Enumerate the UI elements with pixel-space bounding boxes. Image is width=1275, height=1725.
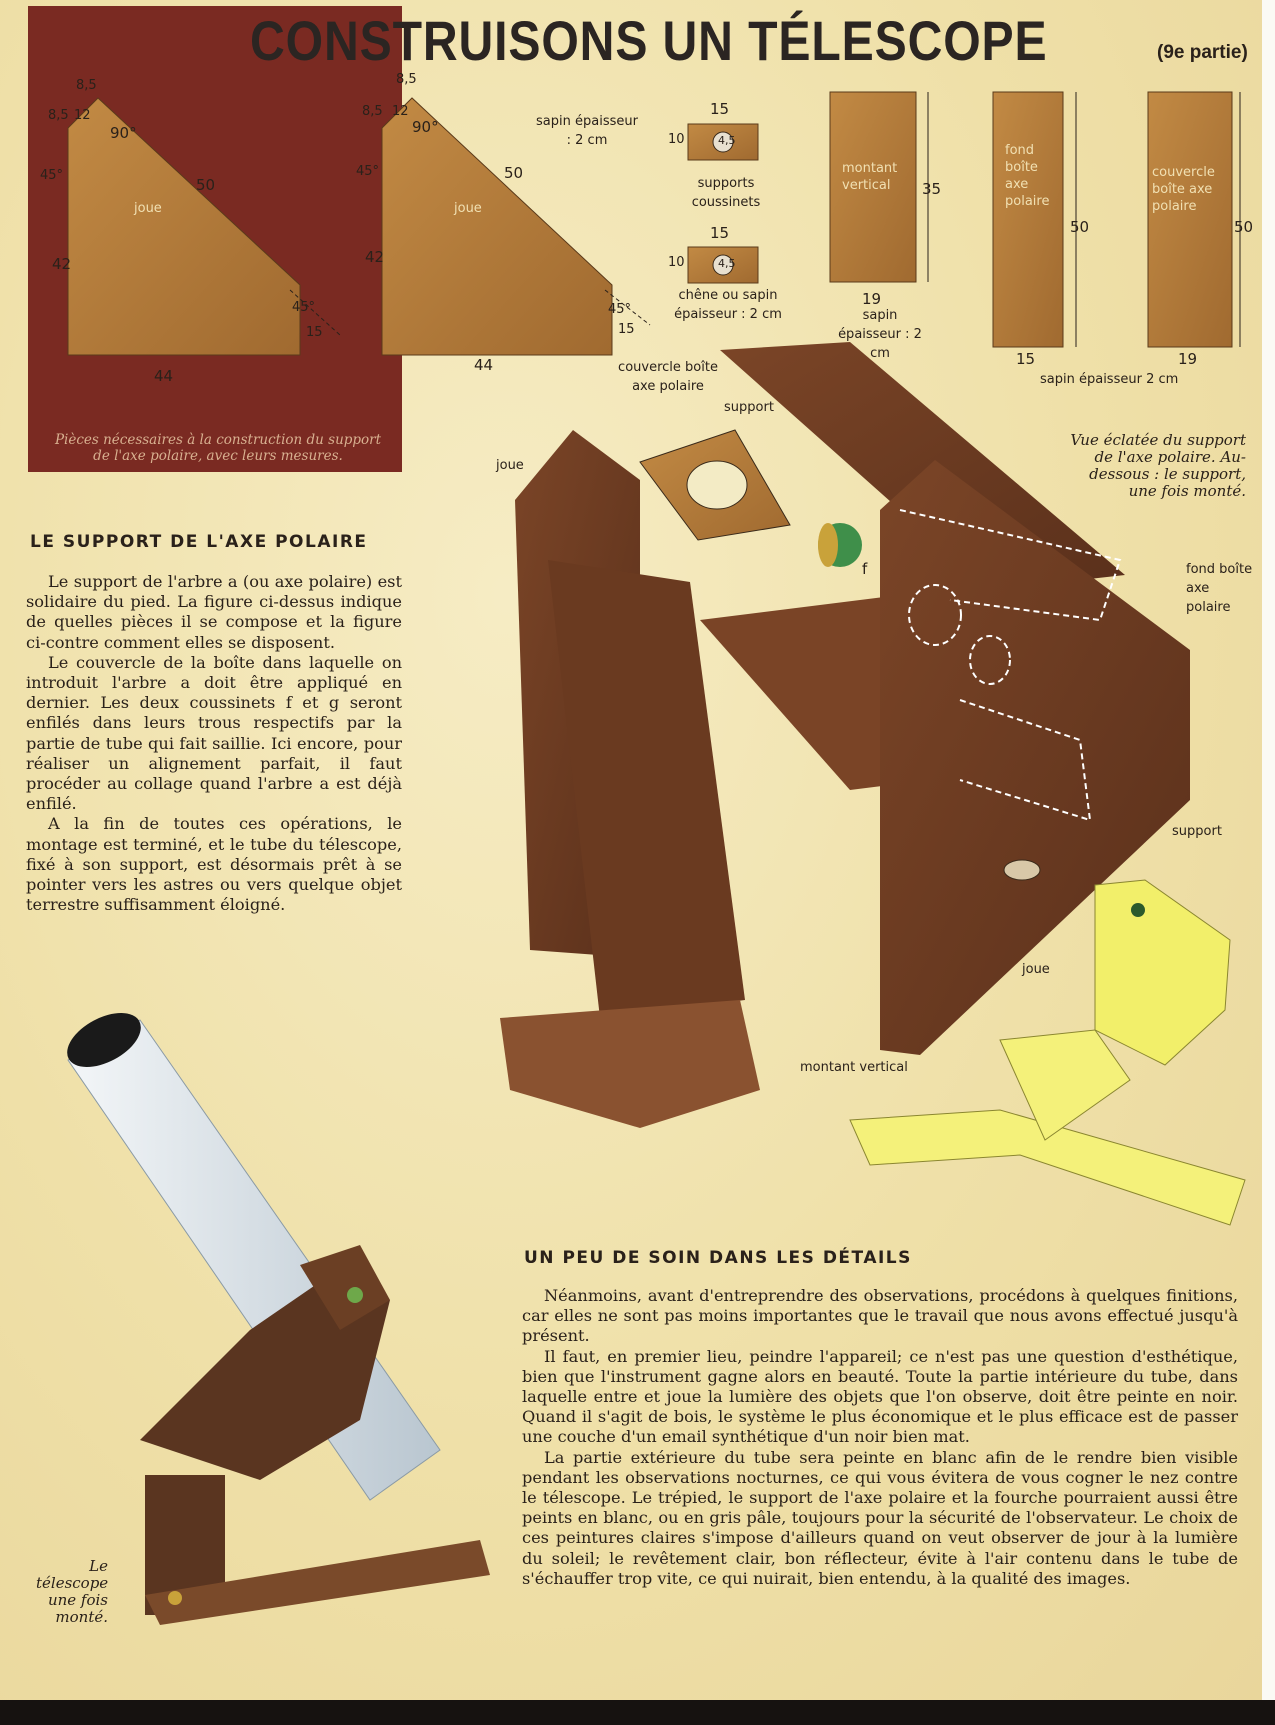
cheek1-label: joue xyxy=(134,201,162,216)
cheek1-bottom: 44 xyxy=(154,367,174,385)
exploded-lid-label: couvercle boîte axe polaire xyxy=(618,360,718,394)
plan-caption: Pièces nécessaires à la construction du support de l'axe polaire, avec leurs mesures. xyxy=(54,432,382,464)
exploded-bearing-label: f xyxy=(862,560,868,578)
cheek1-left-dim: 8,5 xyxy=(48,108,69,123)
box-bottom-width: 15 xyxy=(1016,350,1036,368)
cheek2-angle-top: 90° xyxy=(412,118,439,136)
cheek2-diagonal: 50 xyxy=(504,164,524,182)
pads-material: chêne ou sapin épaisseur : 2 cm xyxy=(674,288,782,322)
section1-paragraph: A la fin de toutes ces opérations, le montage est terminé, et le tube du télescope, fixé à son support, est désormais prêt à se pointer vers les astres ou vers quelque objet terrestre suffisamment éloigné. xyxy=(26,814,402,915)
section1-heading: LE SUPPORT DE L'AXE POLAIRE xyxy=(30,532,368,552)
thickness-note: sapin épaisseur : 2 cm xyxy=(536,114,638,148)
pad1-width: 15 xyxy=(710,100,730,118)
box-lid-width: 19 xyxy=(1178,350,1198,368)
exploded-upright-label: montant vertical xyxy=(800,1060,908,1075)
section1-body xyxy=(26,572,402,915)
cheek2-angle-right: 45° xyxy=(608,302,632,317)
assembled-support-yellow xyxy=(1095,880,1230,1065)
section2-body xyxy=(522,1286,1238,1589)
cheek1-d12: 12 xyxy=(74,108,91,123)
pad2-hole: 4,5 xyxy=(718,257,736,270)
exploded-caption: Vue éclatée du support de l'axe polaire. Au-dessous : le support, une fois monté. xyxy=(1070,431,1246,500)
upright-label: montant vertical xyxy=(842,161,898,193)
cheek-piece-1 xyxy=(68,98,300,355)
box-lid-height: 50 xyxy=(1234,218,1254,236)
telescope-caption: Le télescope une fois monté. xyxy=(36,1557,109,1626)
section2-paragraph: Il faut, en premier lieu, peindre l'appareil; ce n'est pas une question d'esthétique, bien que l'instrument gagne alors en beauté. Toute la partie intérieure du tube, dans laquelle entre et joue la lumière des objets que l'on observe, doit être peinte en noir. Quand il s'agit de bois, le système le plus économique et le plus efficace est de passer une couche d'un email synthétique d'un noir bien mat. xyxy=(522,1346,1238,1447)
section2-heading: UN PEU DE SOIN DANS LES DÉTAILS xyxy=(524,1248,912,1268)
upright-width: 19 xyxy=(862,290,882,308)
board-material: sapin épaisseur 2 cm xyxy=(1040,372,1179,387)
upright-height: 35 xyxy=(922,180,942,198)
exploded-support-right-label: support xyxy=(1172,824,1222,839)
pad2-width: 15 xyxy=(710,224,730,242)
cheek2-left-dim: 8,5 xyxy=(362,104,383,119)
page-title: CONSTRUISONS UN TÉLESCOPE xyxy=(250,9,1048,72)
exploded-bottom-label: fond boîte axe polaire xyxy=(1186,562,1253,615)
box-lid-board xyxy=(1148,92,1232,347)
box-bottom-height: 50 xyxy=(1070,218,1090,236)
part-number: (9e partie) xyxy=(1157,42,1248,63)
pad1-hole: 4,5 xyxy=(718,134,736,147)
cheek2-d12: 12 xyxy=(392,104,409,119)
pad2-height: 10 xyxy=(668,255,685,270)
section1-paragraph: Le support de l'arbre a (ou axe polaire) est solidaire du pied. La figure ci-dessus indique de quelles pièces il se compose et la figure ci-contre comment elles se disposent. xyxy=(26,572,402,652)
cheek2-label: joue xyxy=(454,201,482,216)
cheek1-angle-top: 90° xyxy=(110,124,137,142)
exploded-support-top-label: support xyxy=(724,400,774,415)
section2-paragraph: La partie extérieure du tube sera peinte en blanc afin de le rendre bien visible pendant les observations nocturnes, ce qui vous évitera de vous cogner le nez contre le télescope. Le trépied, le support de l'axe polaire et la fourche pourraient aussi être peints en blanc, ou en gris pâle, toujours pour la sécurité de l'observateur. Le choix de ces peintures claires s'impose d'ailleurs quand on veut observer de jour à la lumière du soleil; le revêtement clair, bon réflecteur, évite à l'air contenu dans le tube de s'échauffer trop vite, ce qui nuirait, bien entendu, à la qualité des images. xyxy=(522,1447,1238,1588)
box-lid-label: couvercle boîte axe polaire xyxy=(1152,165,1215,214)
cheek2-top-dim: 8,5 xyxy=(396,72,417,87)
cheek1-angle-right: 45° xyxy=(292,300,316,315)
cheek2-angle-left: 45° xyxy=(356,164,380,179)
cheek1-side: 42 xyxy=(52,255,72,273)
box-bottom-board xyxy=(993,92,1063,347)
cheek2-side: 42 xyxy=(365,248,385,266)
cheek1-diagonal: 50 xyxy=(196,176,216,194)
cheek2-small: 15 xyxy=(618,322,635,337)
cheek1-top-dim: 8,5 xyxy=(76,78,97,93)
section1-paragraph: Le couvercle de la boîte dans laquelle on introduit l'arbre a doit être appliqué en dernier. Les deux coussinets f et g seront enfilés dans leurs trous respectifs par la partie de tube qui fait saillie. Ici encore, pour réaliser un alignement parfait, il faut procéder au collage quand l'arbre a est déjà enfilé. xyxy=(26,652,402,814)
section2-paragraph: Néanmoins, avant d'entreprendre des observations, procédons à quelques finitions, car elles ne sont pas moins importantes que le travail que nous avons effectué jusqu'à présent. xyxy=(522,1286,1238,1346)
exploded-cheek-right-label: joue xyxy=(1022,962,1050,977)
exploded-cheek-left-label: joue xyxy=(496,458,524,473)
exploded-base xyxy=(500,1000,760,1128)
cheek1-angle-left: 45° xyxy=(40,168,64,183)
pad1-height: 10 xyxy=(668,132,685,147)
box-bottom-label: fond boîte axe polaire xyxy=(1005,143,1050,209)
pads-label: supports coussinets xyxy=(691,176,761,210)
cheek1-small: 15 xyxy=(306,325,323,340)
cheek2-bottom: 44 xyxy=(474,356,494,374)
upright-material: sapin épaisseur : 2 cm xyxy=(838,308,922,361)
